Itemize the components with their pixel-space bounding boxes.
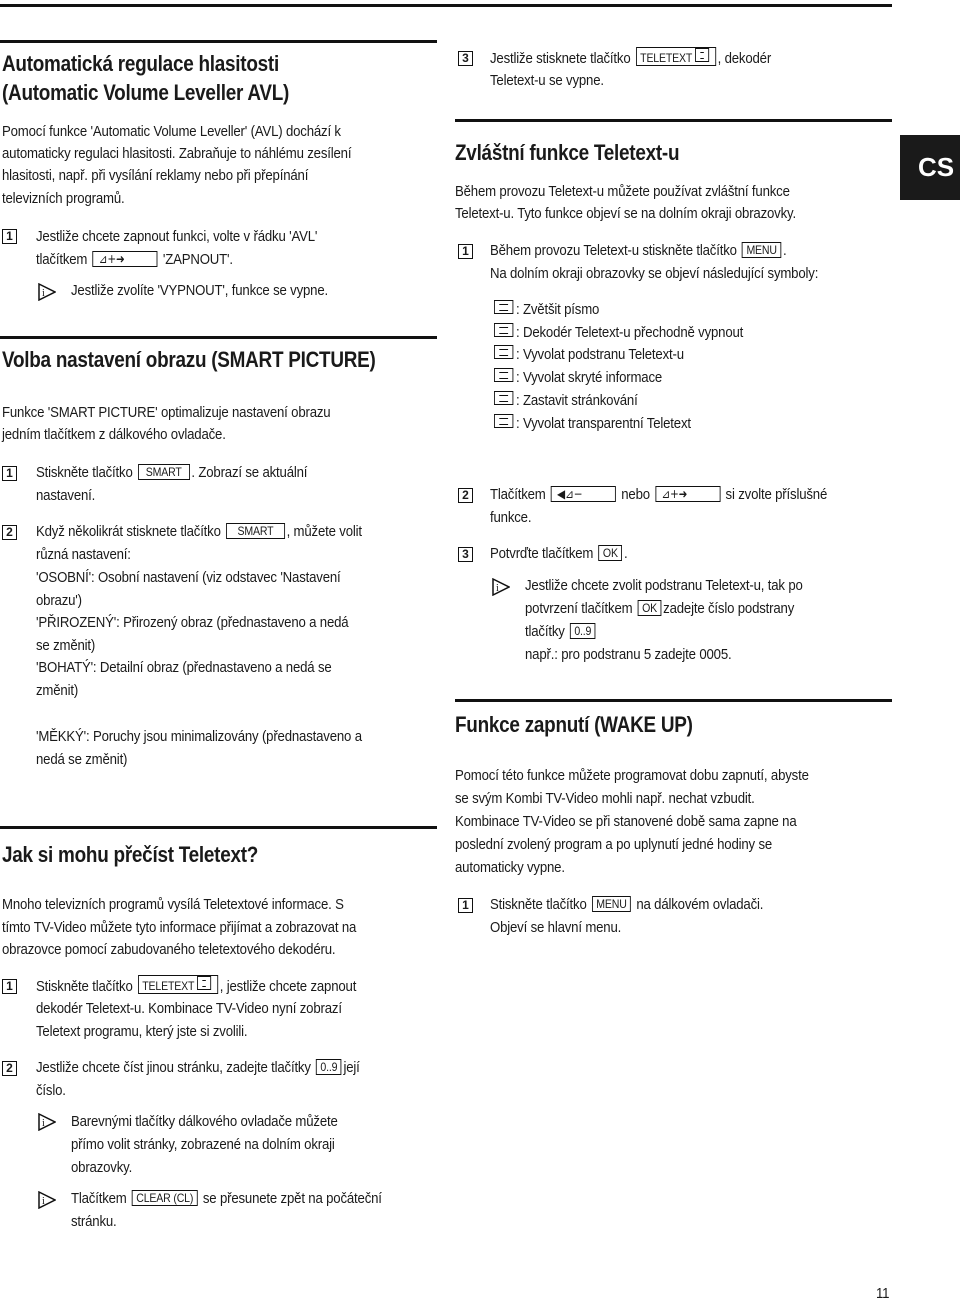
sp-step2-mid: nebo (621, 486, 650, 503)
symbol-row (494, 413, 691, 436)
decoder-off-icon (494, 323, 513, 337)
avl-intro-2: automaticky regulaci hlasitosti. Zabraňuje to náhlému zesílení (2, 145, 352, 162)
special-intro-1: Během provozu Teletext-u můžete používat zvláštní funkce (455, 183, 790, 200)
minus-key: ◀⊿− (551, 486, 616, 502)
tt-step2-post: její (343, 1059, 360, 1076)
avl-step1-text: Jestliže chcete zapnout funkci, volte v řádku 'AVL' (36, 228, 318, 245)
ok-key: OK (599, 545, 623, 561)
plus-key: ⊿+➜ (92, 251, 157, 267)
symbol-label: : Dekodér Teletext-u přechodně vypnout (516, 324, 744, 341)
special-title: Zvláštní funkce Teletext-u (455, 140, 680, 165)
wake-intro-5: automaticky vypne. (455, 859, 565, 876)
tt-step1-line2: dekodér Teletext-u. Kombinace TV-Video nyní zobrazí (36, 1000, 342, 1017)
wk-step1-pre: Stiskněte tlačítko (490, 896, 587, 913)
smart-key: SMART (138, 464, 190, 480)
ok-key: OK (638, 600, 662, 616)
tt-intro-1: Mnoho televizních programů vysílá Teletextové informace. S (2, 896, 344, 913)
wake-intro-4: poslední zvolený program a po uplynutí jedné hodiny se (455, 836, 773, 853)
sp-step1-line1 (490, 240, 786, 263)
tt-intro-2: tímto TV-Video můžete tyto informace přijímat a zobrazovat na (2, 919, 357, 936)
wake-intro-1: Pomocí této funkce můžete programovat dobu zapnutí, abyste (455, 767, 809, 784)
avl-title-1: Automatická regulace hlasitosti (2, 51, 279, 76)
hold-icon (494, 391, 513, 405)
mode-osobni-1: 'OSOBNÍ': Osobní nastavení (viz odstavec 'Nastavení (36, 569, 341, 586)
wake-intro-2: se svým Kombi TV-Video mohli např. nechat vzbudit. (455, 790, 755, 807)
symbol-label: : Vyvolat skryté informace (516, 369, 663, 386)
smart-key: SMART (226, 523, 285, 539)
subpage-icon (494, 345, 513, 359)
menu-key: MENU (742, 242, 781, 258)
clear-key: CLEAR (CL) (132, 1190, 198, 1206)
avl-info-text: Jestliže zvolíte 'VYPNOUT', funkce se vypne. (71, 282, 329, 299)
teletext-icon (197, 976, 211, 990)
tt-info1-3: obrazovky. (71, 1159, 133, 1176)
sp-info-b-post: zadejte číslo podstrany (663, 600, 795, 617)
wake-rule (455, 699, 892, 702)
svg-text:i: i (496, 583, 499, 594)
symbol-label: : Zvětšit písmo (516, 301, 600, 318)
avl-intro-3: hlasitosti, např. při vysílání reklamy nebo při přepínání (2, 167, 309, 184)
tt-info2-pre: Tlačítkem (71, 1190, 127, 1207)
tt-step1-line1 (36, 975, 356, 999)
step-number: 2 (2, 1061, 17, 1076)
teletext-key (138, 975, 218, 994)
avl-step1-post: 'ZAPNOUT'. (162, 251, 233, 268)
tt-info2-line2: stránku. (71, 1213, 117, 1230)
step-number: 2 (458, 488, 473, 503)
wk-step1-post: na dálkovém ovladači. (636, 896, 764, 913)
special-intro-2: Teletext-u. Tyto funkce objeví se na dolním okraji obrazovky. (455, 205, 796, 222)
symbol-row (494, 322, 743, 345)
top-rule (0, 4, 892, 7)
teletext-title: Jak si mohu přečíst Teletext? (2, 842, 259, 867)
avl-step1-pre: tlačítkem (36, 251, 88, 268)
avl-title-2: (Automatic Volume Leveller AVL) (2, 80, 290, 105)
tt-step1-post: , jestliže chcete zapnout (219, 978, 357, 995)
tt-info1-2: přímo volit stránky, zobrazené na dolním okraji (71, 1136, 335, 1153)
smart-step2-post: , můžete volit (286, 523, 362, 540)
transparent-icon (494, 414, 513, 428)
sp-step1-line2: Na dolním okraji obrazovky se objeví následující symboly: (490, 265, 819, 282)
r-step3-post: , dekodér (717, 50, 772, 67)
tt-step1-pre: Stiskněte tlačítko (36, 978, 133, 995)
sp-step3-line1 (490, 543, 627, 566)
step-number: 2 (2, 525, 17, 540)
info-icon (492, 578, 510, 596)
teletext-icon (695, 48, 709, 62)
info-icon (38, 1113, 56, 1131)
sp-step2-line2: funkce. (490, 509, 532, 526)
sp-step2-pre: Tlačítkem (490, 486, 546, 503)
symbol-row (494, 299, 599, 322)
smart-intro-1: Funkce 'SMART PICTURE' optimalizuje nastavení obrazu (2, 404, 331, 421)
mode-bohaty-2: změnit) (36, 682, 79, 699)
teletext-key-label: TELETEXT (142, 979, 195, 993)
smart-step2-line2: různá nastavení: (36, 546, 131, 563)
sp-info-line2 (525, 598, 794, 621)
sp-info-line4: např.: pro podstranu 5 zadejte 0005. (525, 646, 732, 663)
tt-step2-pre: Jestliže chcete číst jinou stránku, zadejte tlačítky (36, 1059, 311, 1076)
digits-key: 0..9 (570, 623, 596, 639)
mode-osobni-2: obrazu') (36, 592, 82, 609)
smart-step1-line1 (36, 462, 307, 485)
sp-step1-pre: Během provozu Teletext-u stiskněte tlačítko (490, 242, 737, 259)
sp-step2-line1 (490, 484, 827, 507)
avl-intro-4: televizních programů. (2, 190, 125, 207)
symbol-row (494, 367, 662, 390)
step-number: 1 (458, 244, 473, 259)
tt-intro-3: obrazovce pomocí zabudovaného teletextového dekodéru. (2, 941, 336, 958)
mode-bohaty-1: 'BOHATÝ': Detailní obraz (přednastaveno a nedá se (36, 659, 332, 676)
reveal-icon (494, 368, 513, 382)
step-number: 3 (458, 51, 473, 66)
symbol-label: : Zastavit stránkování (516, 392, 638, 409)
mode-mekky-2: nedá se změnit) (36, 751, 128, 768)
wake-title: Funkce zapnutí (WAKE UP) (455, 712, 693, 737)
wk-step1-line1 (490, 894, 763, 917)
symbol-row (494, 344, 684, 367)
symbol-row (494, 390, 638, 413)
mode-prirozeny-2: se změnit) (36, 637, 96, 654)
sp-info-c-pre: tlačítky (525, 623, 565, 640)
info-icon (38, 1191, 56, 1209)
smart-step2-pre: Když několikrát stisknete tlačítko (36, 523, 221, 540)
r-step3-line2: Teletext-u se vypne. (490, 72, 604, 89)
smart-step1-post: . Zobrazí se aktuální (191, 464, 308, 481)
smart-intro-2: jedním tlačítkem z dálkového ovladače. (2, 426, 226, 443)
mode-mekky-1: 'MĚKKÝ': Poruchy jsou minimalizovány (přednastaveno a (36, 728, 362, 745)
step-number: 1 (2, 466, 17, 481)
mode-prirozeny-1: 'PŘIROZENÝ': Přirozený obraz (přednastaveno a nedá (36, 614, 349, 631)
tt-step2-line1 (36, 1057, 360, 1080)
tt-step2-line2: číslo. (36, 1082, 66, 1099)
teletext-key (636, 47, 716, 66)
special-rule (455, 119, 892, 122)
menu-key: MENU (592, 896, 631, 912)
sp-step1-post: . (782, 242, 787, 259)
sp-info-line3 (525, 621, 597, 644)
smart-rule (0, 336, 437, 339)
smart-step1-pre: Stiskněte tlačítko (36, 464, 133, 481)
wk-step1-line2: Objeví se hlavní menu. (490, 919, 622, 936)
language-tab: CS (900, 135, 960, 200)
info-icon (38, 283, 56, 301)
svg-text:i: i (42, 1196, 45, 1207)
enlarge-icon (494, 300, 513, 314)
tt-info2-line1 (71, 1188, 382, 1211)
page-number: 11 (876, 1285, 890, 1302)
r-step3-pre: Jestliže stisknete tlačítko (490, 50, 631, 67)
digits-key: 0..9 (316, 1059, 342, 1075)
sp-step3-pre: Potvrďte tlačítkem (490, 545, 594, 562)
smart-step1-line2: nastavení. (36, 487, 96, 504)
avl-intro-1: Pomocí funkce 'Automatic Volume Leveller' (AVL) dochází k (2, 123, 341, 140)
smart-step2-line1 (36, 521, 362, 544)
step-number: 3 (458, 547, 473, 562)
teletext-key-label: TELETEXT (640, 51, 692, 65)
step-number: 1 (2, 979, 17, 994)
teletext-rule (0, 826, 437, 829)
avl-rule (0, 40, 437, 43)
smart-title: Volba nastavení obrazu (SMART PICTURE) (2, 347, 376, 372)
svg-text:i: i (42, 1118, 45, 1129)
tt-info1-1: Barevnými tlačítky dálkového ovladače můžete (71, 1113, 338, 1130)
plus-key: ⊿+➜ (655, 486, 720, 502)
sp-info-b-pre: potvrzení tlačítkem (525, 600, 633, 617)
symbol-label: : Vyvolat podstranu Teletext-u (516, 346, 684, 363)
tt-info2-post: se přesunete zpět na počáteční (202, 1190, 382, 1207)
svg-text:i: i (42, 288, 45, 299)
wake-intro-3: Kombinace TV-Video se při stanovené době sama zapne na (455, 813, 797, 830)
symbol-label: : Vyvolat transparentní Teletext (516, 415, 691, 432)
sp-info-line1: Jestliže chcete zvolit podstranu Teletext-u, tak po (525, 577, 803, 594)
avl-step1-line2 (36, 249, 233, 272)
sp-step3-post: . (623, 545, 628, 562)
step-number: 1 (2, 229, 17, 244)
r-step3-line1 (490, 47, 771, 71)
tt-step1-line3: Teletext programu, který jste si zvolili. (36, 1023, 248, 1040)
sp-step2-post: si zvolte příslušné (725, 486, 828, 503)
step-number: 1 (458, 898, 473, 913)
